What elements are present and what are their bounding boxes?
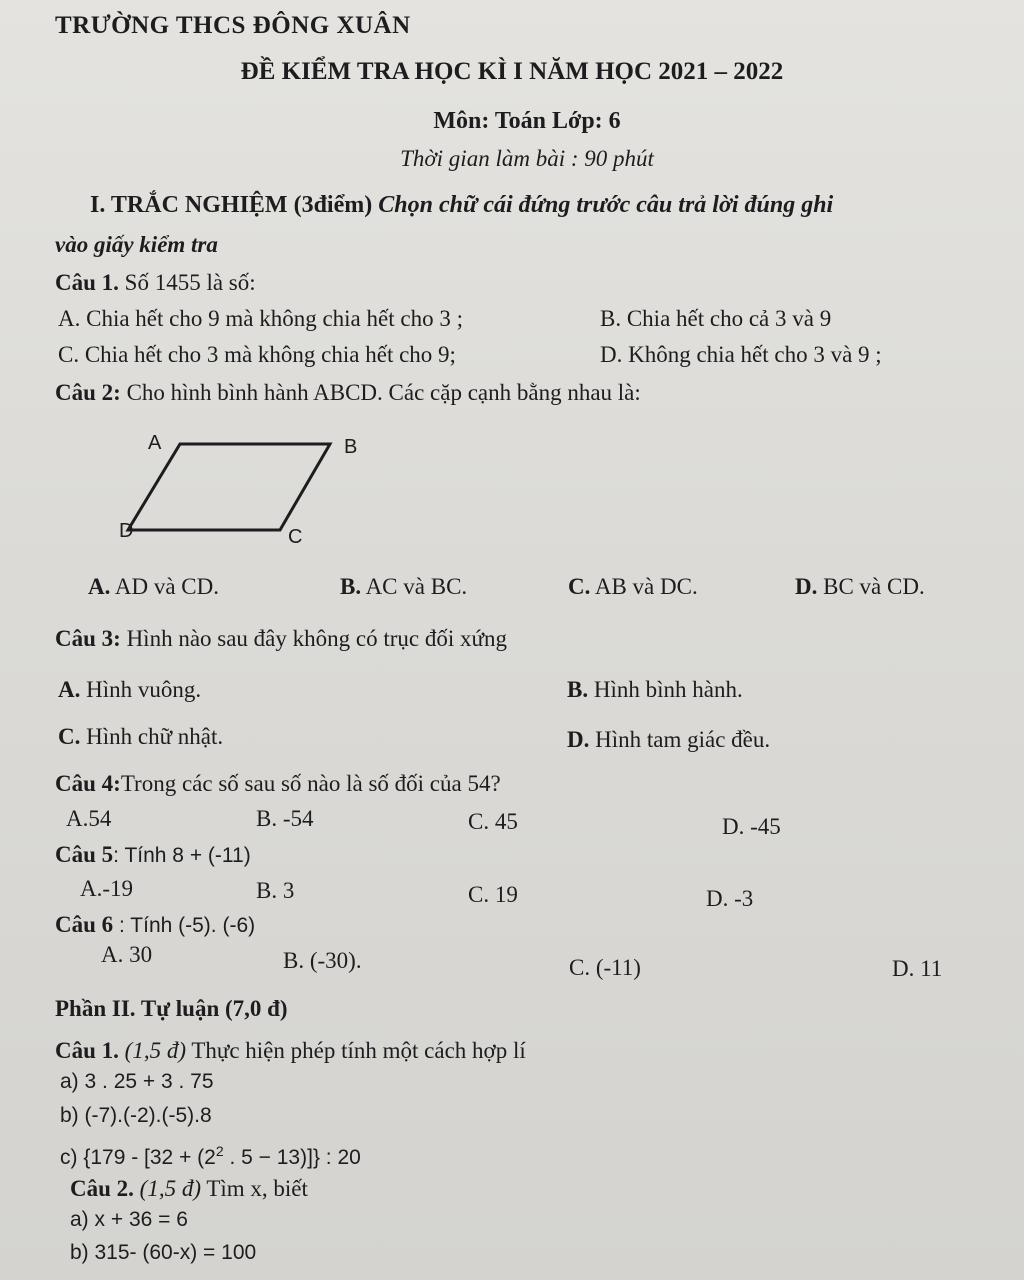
- q6-option-c: C. (-11): [569, 955, 641, 980]
- q6-stem: [55, 912, 255, 938]
- section1-title: I. TRẮC NGHIỆM (3điểm): [90, 192, 373, 218]
- part2-q1-c-pre: c) {179 - [32 + (2: [60, 1146, 216, 1169]
- q2-option-b: [340, 574, 467, 600]
- q2-stem: [55, 380, 641, 406]
- q3-option-b-letter: B.: [567, 677, 589, 702]
- part2-q1-text: Thực hiện phép tính một cách hợp lí: [185, 1038, 526, 1063]
- section1-instruction: Chọn chữ cái đứng trước câu trả lời đúng ghi: [378, 192, 834, 218]
- part2-heading: Phần II. Tự luận (7,0 đ): [55, 996, 288, 1021]
- q4-option-b: B. -54: [256, 806, 314, 831]
- q1-option-d: D. Không chia hết cho 3 và 9 ;: [600, 342, 882, 367]
- q4-stem: [55, 771, 501, 797]
- part2-q1-stem: [55, 1038, 526, 1064]
- q5-option-d: D. -3: [706, 886, 754, 911]
- q6-label: Câu 6: [55, 912, 114, 937]
- q2-option-d-text: BC và CD.: [817, 574, 925, 599]
- part2-q1-c-exponent: 2: [215, 1143, 224, 1159]
- q2-text: Cho hình bình hành ABCD. Các cặp cạnh bằng nhau là:: [120, 380, 641, 405]
- q5-option-b: B. 3: [256, 878, 295, 903]
- q5-label: Câu 5: [55, 842, 114, 867]
- q3-label: Câu 3:: [55, 626, 121, 651]
- q2-option-a-text: AD và CD.: [110, 574, 219, 599]
- part2-q1-label: Câu 1.: [55, 1038, 119, 1063]
- part2-q2-a: a) x + 36 = 6: [70, 1208, 188, 1231]
- q3-option-c-text: Hình chữ nhật.: [80, 724, 224, 749]
- q2-option-d: [795, 574, 925, 600]
- vertex-label-a: A: [148, 432, 162, 454]
- part2-q1-c: [60, 1143, 361, 1170]
- q5-option-c: C. 19: [468, 882, 518, 907]
- q3-option-d-letter: D.: [567, 727, 590, 752]
- part2-q1-points: (1,5 đ): [118, 1038, 186, 1063]
- q3-option-a-text: Hình vuông.: [80, 677, 202, 702]
- section1-heading: [90, 192, 833, 219]
- part2-q2-text: Tìm x, biết: [200, 1176, 308, 1201]
- part2-q2-stem: [70, 1176, 308, 1202]
- vertex-label-b: B: [344, 436, 358, 458]
- school-name: TRƯỜNG THCS ĐÔNG XUÂN: [55, 12, 411, 39]
- q5-text: : Tính 8 + (-11): [113, 844, 251, 867]
- q4-label: Câu 4:: [55, 771, 121, 796]
- section1-instruction-cont: vào giấy kiểm tra: [55, 232, 218, 257]
- q1-option-b: B. Chia hết cho cả 3 và 9: [600, 306, 832, 331]
- q2-option-d-letter: D.: [795, 574, 818, 599]
- q6-text: : Tính (-5). (-6): [113, 914, 256, 937]
- q6-option-a: A. 30: [101, 942, 153, 967]
- q4-option-c: C. 45: [468, 809, 518, 834]
- q4-text: Trong các số sau số nào là số đối của 54?: [120, 771, 501, 796]
- q2-option-c: [568, 574, 698, 600]
- q3-option-b: [567, 677, 743, 703]
- time-line: Thời gian làm bài : 90 phút: [400, 146, 654, 171]
- q3-option-c: [58, 724, 223, 750]
- q2-option-b-letter: B.: [340, 574, 362, 599]
- q2-option-b-text: AC và BC.: [361, 574, 468, 599]
- part2-q2-points: (1,5 đ): [133, 1176, 201, 1201]
- q2-option-a: [88, 574, 219, 600]
- q3-option-a-letter: A.: [58, 677, 81, 702]
- q3-option-d: [567, 727, 770, 753]
- q3-text: Hình nào sau đây không có trục đối xứng: [120, 626, 507, 651]
- exam-title: ĐỀ KIỂM TRA HỌC KÌ I NĂM HỌC 2021 – 2022: [240, 58, 784, 85]
- q2-option-c-text: AB và DC.: [590, 574, 698, 599]
- part2-q2-label: Câu 2.: [70, 1176, 134, 1201]
- q6-option-b: B. (-30).: [283, 948, 362, 973]
- part2-q1-b: b) (-7).(-2).(-5).8: [60, 1104, 212, 1127]
- q1-stem: [55, 270, 256, 296]
- q3-option-a: [58, 677, 201, 703]
- q3-option-b-text: Hình bình hành.: [588, 677, 743, 702]
- part2-q2-b: b) 315- (60-x) = 100: [70, 1241, 257, 1264]
- q4-option-a: A.54: [66, 806, 112, 831]
- q1-option-a: A. Chia hết cho 9 mà không chia hết cho 3 ;: [58, 306, 463, 331]
- q1-text: Số 1455 là số:: [118, 270, 256, 295]
- parallelogram-abcd: [128, 444, 330, 530]
- q1-option-c: C. Chia hết cho 3 mà không chia hết cho 9;: [58, 342, 456, 367]
- q6-option-d: D. 11: [892, 956, 943, 981]
- q3-stem: [55, 626, 507, 652]
- q3-option-c-letter: C.: [58, 724, 81, 749]
- q2-option-a-letter: A.: [88, 574, 111, 599]
- q2-option-c-letter: C.: [568, 574, 591, 599]
- parallelogram-figure: [100, 425, 360, 555]
- q1-label: Câu 1.: [55, 270, 119, 295]
- q5-option-a: A.-19: [80, 876, 134, 901]
- part2-q1-c-post: . 5 − 13)]} : 20: [223, 1146, 361, 1169]
- q3-option-d-text: Hình tam giác đều.: [589, 727, 771, 752]
- vertex-label-d: D: [119, 520, 134, 542]
- vertex-label-c: C: [288, 526, 303, 548]
- q2-label: Câu 2:: [55, 380, 121, 405]
- subject-line: Môn: Toán Lớp: 6: [433, 108, 621, 134]
- part2-q1-a: a) 3 . 25 + 3 . 75: [60, 1070, 214, 1093]
- q4-option-d: D. -45: [722, 814, 781, 839]
- q5-stem: [55, 842, 251, 868]
